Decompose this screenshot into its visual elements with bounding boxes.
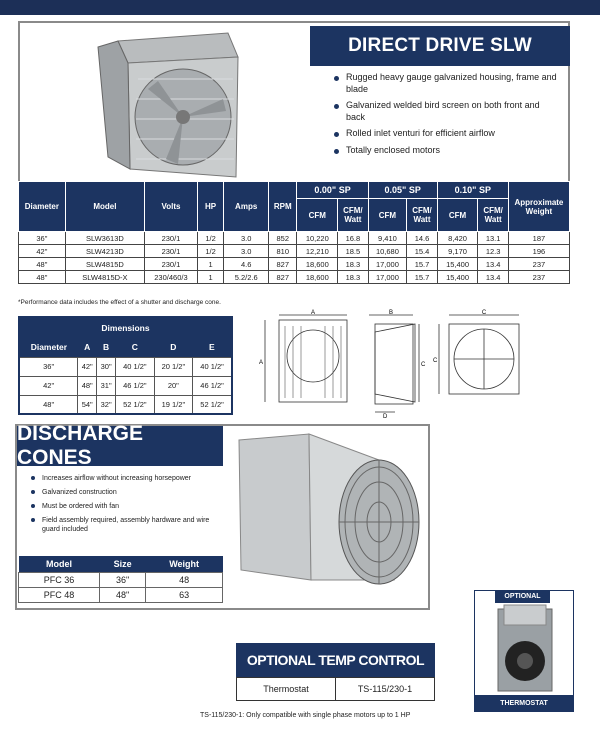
dim-header: Diameter — [19, 337, 78, 357]
feature-item: Totally enclosed motors — [332, 145, 560, 157]
table-cell: 15,400 — [437, 258, 478, 271]
table-cell: 3.0 — [224, 232, 269, 245]
table-cell: 17,000 — [368, 271, 407, 284]
table-cell: 12,210 — [297, 245, 338, 258]
table-cell: 1 — [197, 258, 223, 271]
table-cell: SLW3613D — [65, 232, 144, 245]
table-cell: 17,000 — [368, 258, 407, 271]
table-cell: 48" — [19, 271, 66, 284]
temp-note: TS-115/230-1: Only compatible with single phase motors up to 1 HP — [200, 712, 411, 719]
table-cell: 18,600 — [297, 271, 338, 284]
cone-feature-item: Galvanized construction — [30, 488, 210, 497]
col-cfm: CFM — [437, 199, 478, 232]
feature-item: Rolled inlet venturi for efficient airflow — [332, 128, 560, 140]
table-cell: 18.3 — [338, 271, 368, 284]
col-volts: Volts — [145, 182, 198, 232]
table-cell: 9,410 — [368, 232, 407, 245]
thermostat-panel — [474, 590, 574, 712]
dim-header: B — [97, 337, 116, 357]
cones-title: DISCHARGE CONES — [17, 426, 223, 466]
label-a: A — [310, 310, 316, 316]
feature-item: Galvanized welded bird screen on both front and back — [332, 100, 560, 123]
table-cell: SLW4213D — [65, 245, 144, 258]
table-cell: 14.6 — [407, 232, 437, 245]
dim-header: E — [193, 337, 232, 357]
table-row — [19, 245, 570, 258]
table-cell: 31" — [97, 376, 116, 395]
table-cell: 32" — [97, 395, 116, 414]
table-cell: 15.4 — [407, 245, 437, 258]
table-cell: 46 1/2" — [193, 376, 232, 395]
table-cell: 8,420 — [437, 232, 478, 245]
dimension-diagram — [255, 306, 520, 421]
table-cell: 48" — [78, 376, 97, 395]
col-model: Model — [65, 182, 144, 232]
col-cfm-watt: CFM/ Watt — [478, 199, 508, 232]
table-cell: 36" — [19, 357, 78, 376]
table-cell: 52 1/2" — [116, 395, 155, 414]
table-cell: 230/460/3 — [145, 271, 198, 284]
table-cell: 20" — [154, 376, 193, 395]
label-e: C — [433, 358, 438, 364]
table-row — [19, 587, 223, 602]
table-cell: 54" — [78, 395, 97, 414]
table-row — [19, 395, 232, 414]
table-cell: PFC 48 — [19, 587, 100, 602]
col-cfm-watt: CFM/ Watt — [407, 199, 437, 232]
spec-table — [18, 181, 570, 284]
table-cell: 1/2 — [197, 245, 223, 258]
temp-control-title: OPTIONAL TEMP CONTROL — [236, 643, 435, 677]
col-rpm: RPM — [269, 182, 297, 232]
thermostat-label: Thermostat — [237, 678, 336, 700]
table-cell: 237 — [508, 271, 569, 284]
table-cell: 36" — [19, 232, 66, 245]
table-cell: 36" — [99, 572, 145, 587]
table-cell: 13.4 — [478, 258, 508, 271]
table-cell: SLW4815D-X — [65, 271, 144, 284]
fan-image — [88, 29, 258, 179]
cone-table — [18, 556, 223, 603]
table-cell: 13.4 — [478, 271, 508, 284]
table-cell: 9,170 — [437, 245, 478, 258]
dimensions-table — [18, 316, 233, 415]
table-cell: 48" — [99, 587, 145, 602]
cone-header: Weight — [146, 556, 223, 572]
label-b: B — [388, 310, 394, 316]
col-sp05: 0.05" SP — [368, 182, 437, 199]
table-cell: 237 — [508, 258, 569, 271]
table-row — [19, 572, 223, 587]
table-cell: 15.7 — [407, 271, 437, 284]
table-cell: 48 — [146, 572, 223, 587]
table-cell: 3.0 — [224, 245, 269, 258]
label-c-top: C — [481, 310, 487, 316]
table-cell: 5.2/2.6 — [224, 271, 269, 284]
feature-list — [332, 72, 560, 161]
table-cell: 48" — [19, 395, 78, 414]
dim-header: C — [116, 337, 155, 357]
col-hp: HP — [197, 182, 223, 232]
footnote: *Performance data includes the effect of a shutter and discharge cone. — [18, 299, 221, 306]
table-cell: SLW4815D — [65, 258, 144, 271]
table-cell: 10,680 — [368, 245, 407, 258]
table-cell: 40 1/2" — [193, 357, 232, 376]
table-cell: 230/1 — [145, 245, 198, 258]
cone-feature-item: Increases airflow without increasing horsepower — [30, 474, 210, 483]
cone-image — [229, 430, 429, 606]
thermostat-part: TS-115/230-1 — [357, 684, 413, 694]
table-cell: PFC 36 — [19, 572, 100, 587]
thermostat-image — [490, 603, 560, 693]
table-row — [19, 271, 570, 284]
table-cell: 63 — [146, 587, 223, 602]
table-cell: 18.5 — [338, 245, 368, 258]
col-cfm-watt: CFM/ Watt — [338, 199, 368, 232]
table-row — [19, 258, 570, 271]
temp-control-row — [236, 677, 435, 701]
page-title: DIRECT DRIVE SLW — [310, 26, 570, 66]
label-c: C — [421, 362, 426, 368]
table-cell: 48" — [19, 258, 66, 271]
table-cell: 15,400 — [437, 271, 478, 284]
table-row — [19, 232, 570, 245]
dimensions-title: Dimensions — [19, 317, 232, 337]
cone-header: Model — [19, 556, 100, 572]
table-cell: 230/1 — [145, 258, 198, 271]
table-cell: 18,600 — [297, 258, 338, 271]
table-cell: 187 — [508, 232, 569, 245]
table-cell: 1/2 — [197, 232, 223, 245]
cone-feature-item: Field assembly required, assembly hardware and wire guard included — [30, 516, 210, 534]
cone-header: Size — [99, 556, 145, 572]
table-cell: 40 1/2" — [116, 357, 155, 376]
cone-feature-item: Must be ordered with fan — [30, 502, 210, 511]
label-a-side: A — [259, 360, 264, 366]
thermostat-optional-label: OPTIONAL — [495, 590, 550, 603]
dim-header: D — [154, 337, 193, 357]
table-cell: 852 — [269, 232, 297, 245]
table-cell: 827 — [269, 271, 297, 284]
table-cell: 12.3 — [478, 245, 508, 258]
table-cell: 18.3 — [338, 258, 368, 271]
table-cell: 42" — [19, 245, 66, 258]
table-cell: 15.7 — [407, 258, 437, 271]
feature-item: Rugged heavy gauge galvanized housing, frame and blade — [332, 72, 560, 95]
col-amps: Amps — [224, 182, 269, 232]
col-diameter: Diameter — [19, 182, 66, 232]
cone-feature-list — [30, 474, 210, 539]
table-cell: 827 — [269, 258, 297, 271]
table-cell: 42" — [19, 376, 78, 395]
table-cell: 52 1/2" — [193, 395, 232, 414]
table-cell: 230/1 — [145, 232, 198, 245]
top-bar — [0, 0, 600, 15]
table-row — [19, 376, 232, 395]
table-cell: 13.1 — [478, 232, 508, 245]
table-cell: 30" — [97, 357, 116, 376]
thermostat-caption: THERMOSTAT — [474, 695, 574, 712]
table-cell: 810 — [269, 245, 297, 258]
table-cell: 1 — [197, 271, 223, 284]
table-cell: 42" — [78, 357, 97, 376]
table-cell: 10,220 — [297, 232, 338, 245]
col-sp0: 0.00" SP — [297, 182, 368, 199]
table-cell: 46 1/2" — [116, 376, 155, 395]
table-cell: 16.8 — [338, 232, 368, 245]
table-cell: 4.6 — [224, 258, 269, 271]
table-cell: 19 1/2" — [154, 395, 193, 414]
table-row — [19, 357, 232, 376]
col-cfm: CFM — [297, 199, 338, 232]
col-cfm: CFM — [368, 199, 407, 232]
label-d: D — [383, 414, 388, 420]
dim-header: A — [78, 337, 97, 357]
col-sp10: 0.10" SP — [437, 182, 508, 199]
table-cell: 196 — [508, 245, 569, 258]
table-cell: 20 1/2" — [154, 357, 193, 376]
col-weight: Approximate Weight — [508, 182, 569, 232]
